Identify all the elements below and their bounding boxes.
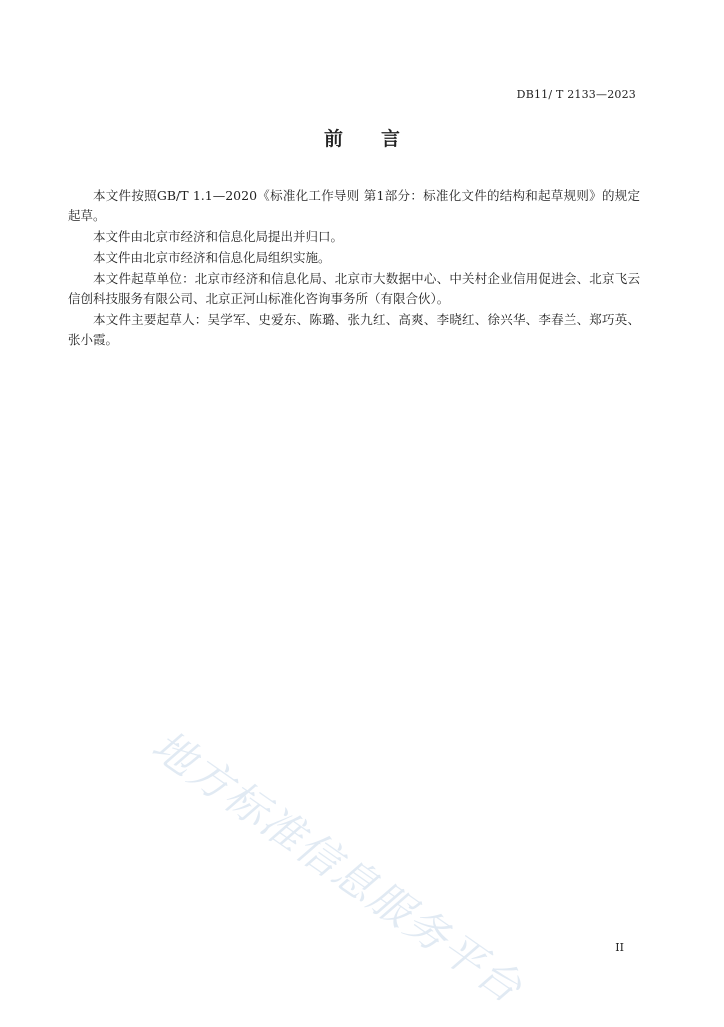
- paragraph-implementer: 本文件由北京市经济和信息化局组织实施。: [93, 250, 331, 265]
- page-title: 前言: [323, 128, 438, 150]
- paragraph-drafting-rules: 本文件按照GB/T 1.1—2020《标准化工作导则 第1部分：标准化文件的结构和起草规则》的规定起草。: [68, 188, 640, 223]
- document-code: DB11/ T 2133—2023: [516, 88, 636, 101]
- paragraph-drafters: 本文件主要起草人：吴学军、史爱东、陈璐、张九红、高爽、李晓红、徐兴华、李春兰、郑巧英、张小霞。: [68, 312, 640, 347]
- watermark: 地方标准信息服务平台: [143, 720, 532, 1014]
- foreword-body: [68, 186, 640, 351]
- page-number: II: [615, 941, 624, 954]
- paragraph-proposer: 本文件由北京市经济和信息化局提出并归口。: [93, 229, 344, 244]
- paragraph-drafting-units: 本文件起草单位：北京市经济和信息化局、北京市大数据中心、中关村企业信用促进会、北京飞云信创科技服务有限公司、北京正河山标准化咨询事务所（有限合伙）。: [68, 271, 640, 306]
